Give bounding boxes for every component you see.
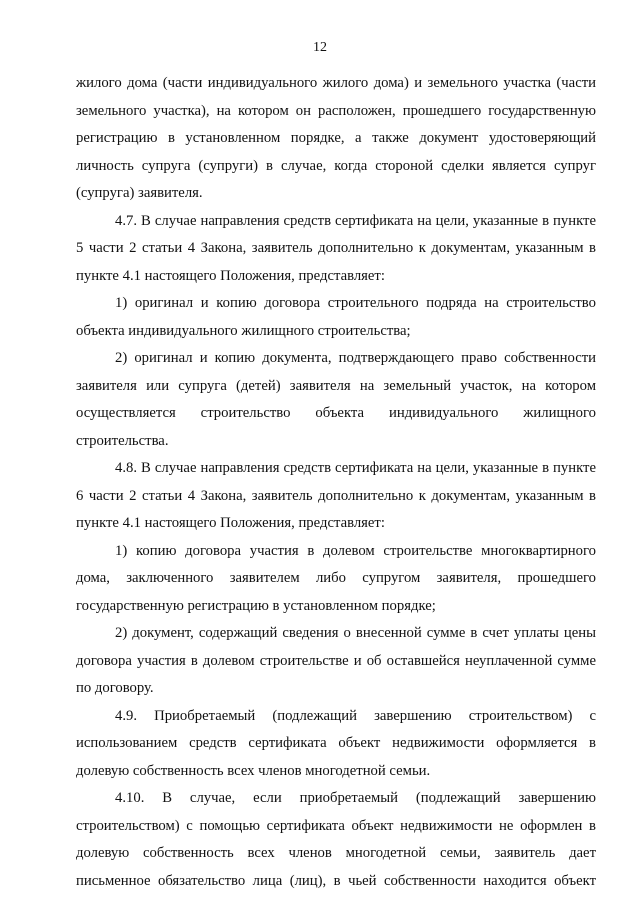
paragraph-4-8: 4.8. В случае направления средств сертификата на цели, указанные в пункте 6 части 2 статьи 4 Закона, заявитель дополнительно к документам, указанным в пункте 4.1 настоящего Положения, представляет: [76, 460, 596, 531]
paragraph-4-8-item-2: 2) документ, содержащий сведения о внесенной сумме в счет уплаты цены договора участия в долевом строительстве и об оставшейся неуплаченной сумме по договору. [76, 625, 596, 696]
paragraph-continuation: жилого дома (части индивидуального жилого дома) и земельного участка (части земельного участка), на котором он расположен, прошедшего государственную регистрацию в установленном порядке, а также документ удостоверяющий личность супруга (супруги) в случае, когда стороной сделки является супруг (супруга) заявителя. [76, 75, 596, 201]
paragraph-4-10: 4.10. В случае, если приобретаемый (подлежащий завершению строительством) с помощью сертификата объект недвижимости не оформлен в долевую собственность всех членов многодетной семьи, заявитель дает письменное обязательство лица (лиц), в чьей собственности находится объект [76, 790, 596, 889]
paragraph-4-9: 4.9. Приобретаемый (подлежащий завершению строительством) с использованием средств сертификата объект недвижимости оформляется в долевую собственность всех членов многодетной семьи. [76, 707, 596, 779]
page-number: 12 [313, 40, 327, 55]
paragraph-4-7-item-2: 2) оригинал и копию документа, подтверждающего право собственности заявителя или супруга (детей) заявителя на земельный участок, на котором осуществляется строительство объекта индивидуального жилищного строительства. [76, 350, 596, 449]
paragraph-4-8-item-1: 1) копию договора участия в долевом строительстве многоквартирного дома, заключенного заявителем либо супругом заявителя, прошедшего государственную регистрацию в установленном порядке; [76, 542, 596, 614]
paragraph-4-7: 4.7. В случае направления средств сертификата на цели, указанные в пункте 5 части 2 статьи 4 Закона, заявитель дополнительно к документам, указанным в пункте 4.1 настоящего Положения, представляет: [76, 212, 596, 284]
paragraph-4-7-item-1: 1) оригинал и копию договора строительного подряда на строительство объекта индивидуального жилищного строительства; [76, 295, 596, 339]
document-body [76, 70, 596, 895]
